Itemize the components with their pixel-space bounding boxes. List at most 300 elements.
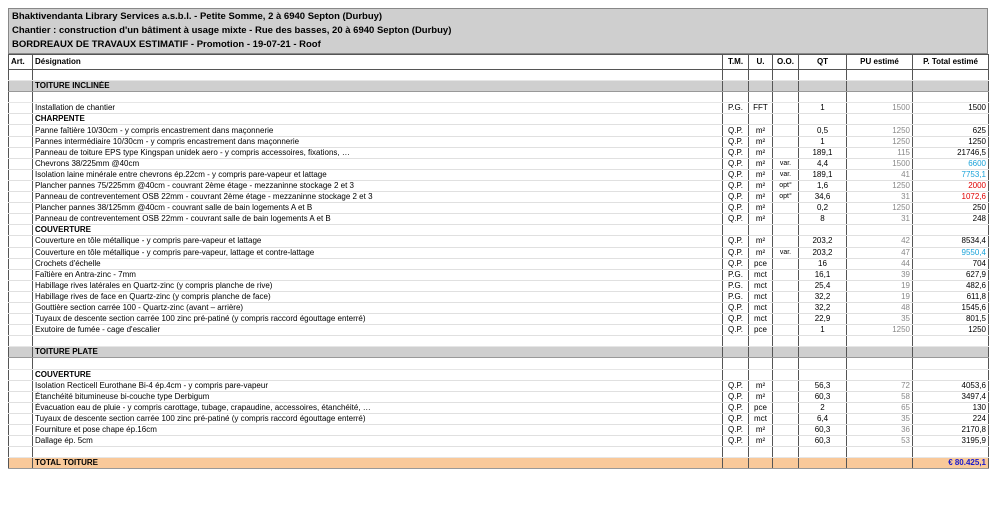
designation-cell: Fourniture et pose chape ép.16cm	[33, 425, 723, 436]
empty-cell	[913, 336, 989, 347]
total-cell: 4053,6	[913, 380, 989, 391]
section-label: COUVERTURE	[33, 369, 723, 380]
unit-cell: m²	[749, 147, 773, 158]
section-label: COUVERTURE	[33, 225, 723, 236]
oo-cell	[773, 136, 799, 147]
qt-cell: 0,5	[799, 125, 847, 136]
tm-cell: Q.P.	[723, 302, 749, 313]
empty-cell	[847, 70, 913, 81]
pu-cell: 42	[847, 236, 913, 247]
empty-cell	[33, 336, 723, 347]
empty-cell	[749, 81, 773, 92]
pu-cell: 1250	[847, 325, 913, 336]
tm-cell: Q.P.	[723, 214, 749, 225]
table-row	[9, 425, 989, 436]
unit-cell: m²	[749, 203, 773, 214]
column-header-row	[9, 55, 989, 70]
tm-cell: Q.P.	[723, 158, 749, 169]
pu-cell: 1500	[847, 103, 913, 114]
empty-cell	[847, 369, 913, 380]
tm-cell: Q.P.	[723, 436, 749, 447]
empty-cell	[773, 347, 799, 358]
designation-cell: Exutoire de fumée - cage d'escalier	[33, 325, 723, 336]
art-cell	[9, 236, 33, 247]
designation-cell: Gouttière section carrée 100 - Quartz-zinc (avant – arrière)	[33, 302, 723, 313]
qt-cell: 203,2	[799, 236, 847, 247]
empty-cell	[9, 92, 33, 103]
tm-cell: Q.P.	[723, 391, 749, 402]
oo-cell	[773, 325, 799, 336]
col-u: U.	[749, 55, 773, 70]
qt-cell: 189,1	[799, 147, 847, 158]
pu-cell: 41	[847, 169, 913, 180]
empty-cell	[33, 358, 723, 369]
empty-cell	[723, 225, 749, 236]
qt-cell: 189,1	[799, 169, 847, 180]
qt-cell: 16	[799, 258, 847, 269]
oo-cell: var.	[773, 169, 799, 180]
empty-cell	[723, 458, 749, 469]
pu-cell: 19	[847, 291, 913, 302]
tm-cell: Q.P.	[723, 413, 749, 424]
subsection-header-row	[9, 114, 989, 125]
designation-cell: Panne faîtière 10/30cm - y compris encastrement dans maçonnerie	[33, 125, 723, 136]
art-cell	[9, 180, 33, 191]
pu-cell: 48	[847, 302, 913, 313]
qt-cell: 34,6	[799, 192, 847, 203]
qt-cell: 1	[799, 325, 847, 336]
empty-cell	[749, 447, 773, 458]
art-cell	[9, 369, 33, 380]
empty-cell	[847, 336, 913, 347]
pu-cell: 115	[847, 147, 913, 158]
unit-cell: mct	[749, 302, 773, 313]
col-qt: QT	[799, 55, 847, 70]
unit-cell: m²	[749, 192, 773, 203]
art-cell	[9, 192, 33, 203]
table-row	[9, 325, 989, 336]
total-cell: 21746,5	[913, 147, 989, 158]
section-header-row	[9, 347, 989, 358]
blank-row	[9, 70, 989, 81]
empty-cell	[773, 114, 799, 125]
unit-cell: m²	[749, 136, 773, 147]
empty-cell	[9, 358, 33, 369]
total-cell: 250	[913, 203, 989, 214]
qt-cell: 56,3	[799, 380, 847, 391]
total-cell: 611,8	[913, 291, 989, 302]
pu-cell: 31	[847, 214, 913, 225]
pu-cell: 47	[847, 247, 913, 258]
total-row	[9, 458, 989, 469]
unit-cell: m²	[749, 214, 773, 225]
total-cell: 2170,8	[913, 425, 989, 436]
oo-cell	[773, 391, 799, 402]
pu-cell: 1250	[847, 203, 913, 214]
oo-cell	[773, 291, 799, 302]
col-art: Art.	[9, 55, 33, 70]
empty-cell	[723, 81, 749, 92]
art-cell	[9, 425, 33, 436]
empty-cell	[799, 458, 847, 469]
designation-cell: Tuyaux de descente section carrée 100 zinc pré-patiné (y compris raccord égouttage enterré)	[33, 413, 723, 424]
qt-cell: 6,4	[799, 413, 847, 424]
total-value: € 80.425,1	[913, 458, 989, 469]
pu-cell: 44	[847, 258, 913, 269]
empty-cell	[799, 447, 847, 458]
designation-cell: Dallage ép. 5cm	[33, 436, 723, 447]
art-cell	[9, 302, 33, 313]
table-row	[9, 180, 989, 191]
art-cell	[9, 247, 33, 258]
art-cell	[9, 158, 33, 169]
table-row	[9, 314, 989, 325]
empty-cell	[33, 447, 723, 458]
empty-cell	[799, 225, 847, 236]
oo-cell	[773, 436, 799, 447]
oo-cell	[773, 280, 799, 291]
table-row	[9, 147, 989, 158]
unit-cell: mct	[749, 314, 773, 325]
empty-cell	[799, 369, 847, 380]
empty-cell	[913, 369, 989, 380]
document-title: BORDREAUX DE TRAVAUX ESTIMATIF - Promotion - 19-07-21 - Roof	[12, 39, 321, 50]
table-row	[9, 125, 989, 136]
qt-cell: 60,3	[799, 436, 847, 447]
pu-cell: 35	[847, 314, 913, 325]
oo-cell: opt°	[773, 192, 799, 203]
art-cell	[9, 214, 33, 225]
blank-row	[9, 336, 989, 347]
designation-cell: Évacuation eau de pluie - y compris carottage, tubage, crapaudine, accessoires, étanchéité, …	[33, 402, 723, 413]
pu-cell: 35	[847, 413, 913, 424]
pu-cell: 1250	[847, 125, 913, 136]
designation-cell: Faîtière en Antra-zinc - 7mm	[33, 269, 723, 280]
oo-cell: var.	[773, 247, 799, 258]
oo-cell	[773, 258, 799, 269]
art-cell	[9, 81, 33, 92]
designation-cell: Panneau de contreventement OSB 22mm - couvrant 2ème étage - mezzaninne stockage 2 et 3	[33, 192, 723, 203]
art-cell	[9, 291, 33, 302]
unit-cell: m²	[749, 158, 773, 169]
unit-cell: m²	[749, 180, 773, 191]
qt-cell: 0,2	[799, 203, 847, 214]
tm-cell: Q.P.	[723, 402, 749, 413]
pu-cell: 65	[847, 402, 913, 413]
site-line: Chantier : construction d'un bâtiment à usage mixte - Rue des basses, 20 à 6940 Septon (Durbuy)	[12, 25, 452, 36]
art-cell	[9, 380, 33, 391]
qt-cell: 60,3	[799, 425, 847, 436]
empty-cell	[847, 114, 913, 125]
empty-cell	[913, 358, 989, 369]
tm-cell: Q.P.	[723, 314, 749, 325]
total-cell: 625	[913, 125, 989, 136]
tm-cell: P.G.	[723, 103, 749, 114]
blank-row	[9, 92, 989, 103]
designation-cell: Panneau de toiture EPS type Kingspan unidek aero - y compris accessoires, fixations, …	[33, 147, 723, 158]
empty-cell	[799, 70, 847, 81]
empty-cell	[799, 347, 847, 358]
oo-cell	[773, 302, 799, 313]
art-cell	[9, 314, 33, 325]
total-cell: 224	[913, 413, 989, 424]
empty-cell	[9, 336, 33, 347]
pu-cell: 72	[847, 380, 913, 391]
unit-cell: m²	[749, 391, 773, 402]
table-row	[9, 214, 989, 225]
tm-cell: P.G.	[723, 291, 749, 302]
document-header	[8, 8, 988, 54]
col-oo: O.O.	[773, 55, 799, 70]
pu-cell: 1250	[847, 136, 913, 147]
oo-cell	[773, 214, 799, 225]
qt-cell: 203,2	[799, 247, 847, 258]
empty-cell	[913, 114, 989, 125]
oo-cell	[773, 380, 799, 391]
art-cell	[9, 325, 33, 336]
unit-cell: FFT	[749, 103, 773, 114]
empty-cell	[33, 92, 723, 103]
unit-cell: pce	[749, 325, 773, 336]
empty-cell	[773, 336, 799, 347]
tm-cell: Q.P.	[723, 147, 749, 158]
table-row	[9, 269, 989, 280]
designation-cell: Installation de chantier	[33, 103, 723, 114]
empty-cell	[773, 447, 799, 458]
designation-cell: Chevrons 38/225mm @40cm	[33, 158, 723, 169]
empty-cell	[749, 358, 773, 369]
oo-cell	[773, 203, 799, 214]
empty-cell	[913, 70, 989, 81]
qt-cell: 8	[799, 214, 847, 225]
empty-cell	[847, 347, 913, 358]
empty-cell	[723, 447, 749, 458]
pu-cell: 36	[847, 425, 913, 436]
table-row	[9, 136, 989, 147]
oo-cell	[773, 314, 799, 325]
empty-cell	[749, 225, 773, 236]
col-tm: T.M.	[723, 55, 749, 70]
designation-cell: Plancher pannes 75/225mm @40cm - couvrant 2ème étage - mezzaninne stockage 2 et 3	[33, 180, 723, 191]
total-cell: 1545,6	[913, 302, 989, 313]
designation-cell: Habillage rives de face en Quartz-zinc (y compris planche de face)	[33, 291, 723, 302]
total-cell: 2000	[913, 180, 989, 191]
unit-cell: pce	[749, 402, 773, 413]
col-designation: Désignation	[33, 55, 723, 70]
spreadsheet	[8, 8, 988, 469]
table-row	[9, 413, 989, 424]
subsection-header-row	[9, 369, 989, 380]
tm-cell: Q.P.	[723, 136, 749, 147]
unit-cell: m²	[749, 169, 773, 180]
art-cell	[9, 413, 33, 424]
tm-cell: Q.P.	[723, 180, 749, 191]
empty-cell	[913, 447, 989, 458]
oo-cell: var.	[773, 158, 799, 169]
total-cell: 1500	[913, 103, 989, 114]
art-cell	[9, 114, 33, 125]
pu-cell: 58	[847, 391, 913, 402]
table-row	[9, 158, 989, 169]
empty-cell	[847, 81, 913, 92]
total-cell: 248	[913, 214, 989, 225]
empty-cell	[773, 358, 799, 369]
qt-cell: 32,2	[799, 291, 847, 302]
empty-cell	[33, 70, 723, 81]
designation-cell: Couverture en tôle métallique - y compris pare-vapeur et lattage	[33, 236, 723, 247]
empty-cell	[9, 447, 33, 458]
total-cell: 130	[913, 402, 989, 413]
empty-cell	[913, 92, 989, 103]
estimate-table	[8, 54, 989, 469]
qt-cell: 16,1	[799, 269, 847, 280]
oo-cell: opt°	[773, 180, 799, 191]
empty-cell	[723, 369, 749, 380]
empty-cell	[749, 347, 773, 358]
qt-cell: 22,9	[799, 314, 847, 325]
art-cell	[9, 458, 33, 469]
oo-cell	[773, 402, 799, 413]
oo-cell	[773, 413, 799, 424]
qt-cell: 1	[799, 136, 847, 147]
pu-cell: 19	[847, 280, 913, 291]
oo-cell	[773, 236, 799, 247]
total-cell: 7753,1	[913, 169, 989, 180]
empty-cell	[723, 92, 749, 103]
art-cell	[9, 280, 33, 291]
total-cell: 8534,4	[913, 236, 989, 247]
designation-cell: Couverture en tôle métallique - y compris pare-vapeur, lattage et contre-lattage	[33, 247, 723, 258]
designation-cell: Crochets d'échelle	[33, 258, 723, 269]
empty-cell	[799, 81, 847, 92]
unit-cell: m²	[749, 236, 773, 247]
empty-cell	[749, 92, 773, 103]
table-row	[9, 302, 989, 313]
qt-cell: 1,6	[799, 180, 847, 191]
empty-cell	[749, 369, 773, 380]
total-cell: 9550,4	[913, 247, 989, 258]
unit-cell: m²	[749, 380, 773, 391]
qt-cell: 4,4	[799, 158, 847, 169]
col-pu: PU estimé	[847, 55, 913, 70]
table-row	[9, 258, 989, 269]
total-cell: 704	[913, 258, 989, 269]
table-row	[9, 169, 989, 180]
empty-cell	[773, 92, 799, 103]
designation-cell: Étanchéité bitumineuse bi-couche type Derbigum	[33, 391, 723, 402]
tm-cell: Q.P.	[723, 169, 749, 180]
empty-cell	[847, 92, 913, 103]
empty-cell	[847, 447, 913, 458]
total-cell: 3497,4	[913, 391, 989, 402]
art-cell	[9, 347, 33, 358]
tm-cell: Q.P.	[723, 425, 749, 436]
unit-cell: mct	[749, 269, 773, 280]
designation-cell: Pannes intermédiaire 10/30cm - y compris encastrement dans maçonnerie	[33, 136, 723, 147]
empty-cell	[723, 358, 749, 369]
unit-cell: pce	[749, 258, 773, 269]
empty-cell	[913, 225, 989, 236]
empty-cell	[799, 336, 847, 347]
oo-cell	[773, 269, 799, 280]
empty-cell	[723, 336, 749, 347]
unit-cell: m²	[749, 436, 773, 447]
empty-cell	[799, 92, 847, 103]
qt-cell: 1	[799, 103, 847, 114]
unit-cell: m²	[749, 125, 773, 136]
art-cell	[9, 203, 33, 214]
designation-cell: Isolation laine minérale entre chevrons ép.22cm - y compris pare-vapeur et lattage	[33, 169, 723, 180]
oo-cell	[773, 125, 799, 136]
empty-cell	[913, 347, 989, 358]
total-cell: 1072,6	[913, 192, 989, 203]
total-cell: 627,9	[913, 269, 989, 280]
tm-cell: Q.P.	[723, 236, 749, 247]
unit-cell: mct	[749, 291, 773, 302]
tm-cell: Q.P.	[723, 125, 749, 136]
table-row	[9, 236, 989, 247]
designation-cell: Panneau de contreventement OSB 22mm - couvrant salle de bain logements A et B	[33, 214, 723, 225]
total-cell: 482,6	[913, 280, 989, 291]
designation-cell: Isolation Recticell Eurothane Bi-4 ép.4cm - y compris pare-vapeur	[33, 380, 723, 391]
table-row	[9, 280, 989, 291]
empty-cell	[847, 458, 913, 469]
pu-cell: 1250	[847, 180, 913, 191]
total-cell: 1250	[913, 136, 989, 147]
table-row	[9, 103, 989, 114]
empty-cell	[9, 70, 33, 81]
designation-cell: Plancher pannes 38/125mm @40cm - couvrant salle de bain logements A et B	[33, 203, 723, 214]
art-cell	[9, 147, 33, 158]
empty-cell	[749, 70, 773, 81]
empty-cell	[773, 458, 799, 469]
qt-cell: 2	[799, 402, 847, 413]
empty-cell	[773, 369, 799, 380]
section-label: TOITURE INCLINÉE	[33, 81, 723, 92]
unit-cell: m²	[749, 247, 773, 258]
empty-cell	[847, 358, 913, 369]
empty-cell	[749, 336, 773, 347]
empty-cell	[799, 358, 847, 369]
empty-cell	[773, 81, 799, 92]
qt-cell: 32,2	[799, 302, 847, 313]
art-cell	[9, 136, 33, 147]
art-cell	[9, 391, 33, 402]
designation-cell: Tuyaux de descente section carrée 100 zinc pré-patiné (y compris raccord égouttage enterré)	[33, 314, 723, 325]
pu-cell: 53	[847, 436, 913, 447]
tm-cell: Q.P.	[723, 325, 749, 336]
total-cell: 6600	[913, 158, 989, 169]
table-row	[9, 291, 989, 302]
total-cell: 3195,9	[913, 436, 989, 447]
unit-cell: mct	[749, 413, 773, 424]
art-cell	[9, 225, 33, 236]
art-cell	[9, 169, 33, 180]
qt-cell: 60,3	[799, 391, 847, 402]
tm-cell: Q.P.	[723, 203, 749, 214]
total-label: TOTAL TOITURE	[33, 458, 723, 469]
blank-row	[9, 358, 989, 369]
blank-row	[9, 447, 989, 458]
empty-cell	[773, 225, 799, 236]
empty-cell	[847, 225, 913, 236]
pu-cell: 39	[847, 269, 913, 280]
client-line: Bhaktivendanta Library Services a.s.b.l. - Petite Somme, 2 à 6940 Septon (Durbuy)	[12, 11, 383, 22]
oo-cell	[773, 103, 799, 114]
unit-cell: m²	[749, 425, 773, 436]
art-cell	[9, 269, 33, 280]
tm-cell: Q.P.	[723, 258, 749, 269]
